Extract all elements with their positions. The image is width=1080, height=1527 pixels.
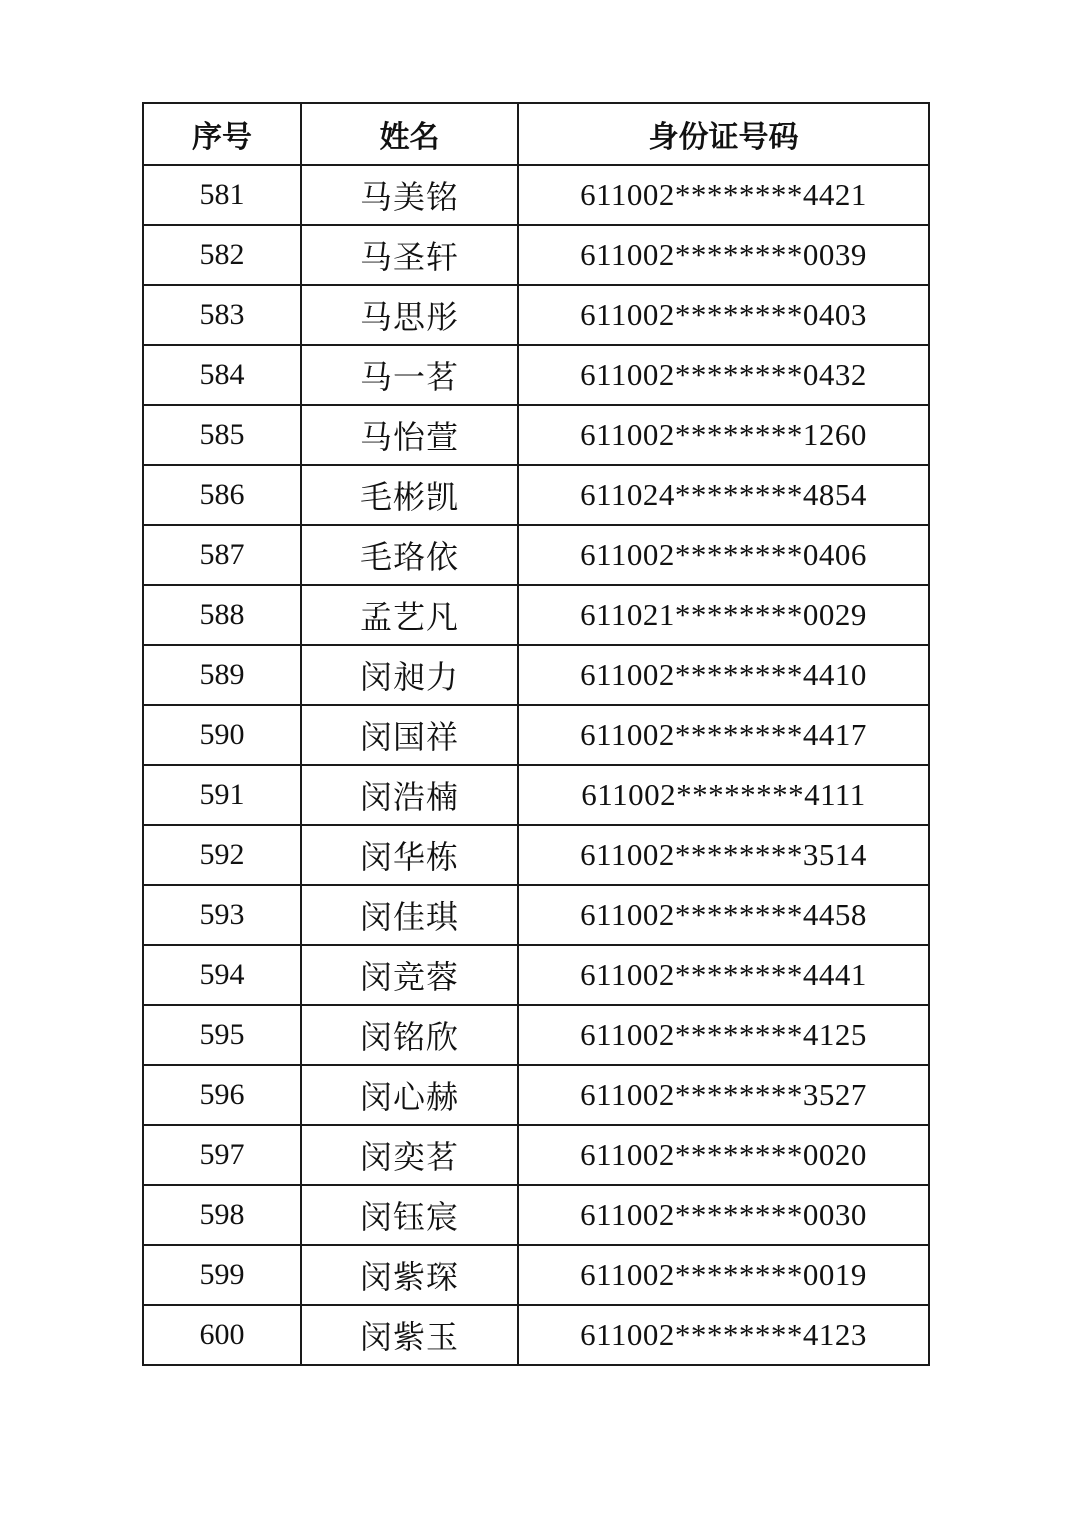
name-cell: 孟艺凡 [301,585,518,645]
table-row [143,1005,929,1065]
name-cell: 闵浩楠 [301,765,518,825]
table-row [143,345,929,405]
name-cell: 闵紫玉 [301,1305,518,1365]
id-number-cell: 611002********4410 [518,645,929,705]
name-cell: 闵心赫 [301,1065,518,1125]
header-name: 姓名 [301,103,518,165]
id-number-cell: 611002********0030 [518,1185,929,1245]
id-number-cell: 611002********4125 [518,1005,929,1065]
seq-cell: 585 [143,405,301,465]
table-row [143,885,929,945]
name-cell: 马怡萱 [301,405,518,465]
table-row [143,945,929,1005]
seq-cell: 599 [143,1245,301,1305]
table-row [143,705,929,765]
name-cell: 毛彬凯 [301,465,518,525]
id-number-cell: 611021********0029 [518,585,929,645]
seq-cell: 588 [143,585,301,645]
seq-cell: 587 [143,525,301,585]
name-cell: 毛珞依 [301,525,518,585]
table-row [143,405,929,465]
id-number-cell: 611002********4123 [518,1305,929,1365]
seq-cell: 598 [143,1185,301,1245]
table-body [143,165,929,1365]
id-number-cell: 611002********0403 [518,285,929,345]
name-cell: 马美铭 [301,165,518,225]
seq-cell: 582 [143,225,301,285]
roster-table [142,102,930,1366]
id-number-cell: 611002********0406 [518,525,929,585]
id-number-cell: 611002********4111 [518,765,929,825]
id-number-cell: 611002********1260 [518,405,929,465]
seq-cell: 600 [143,1305,301,1365]
seq-cell: 589 [143,645,301,705]
table-row [143,285,929,345]
seq-cell: 597 [143,1125,301,1185]
name-cell: 闵奕茗 [301,1125,518,1185]
id-number-cell: 611002********0432 [518,345,929,405]
table-row [143,825,929,885]
seq-cell: 583 [143,285,301,345]
name-cell: 闵国祥 [301,705,518,765]
table-row [143,225,929,285]
header-row [143,103,929,165]
seq-cell: 592 [143,825,301,885]
table-row [143,1065,929,1125]
table-row [143,1245,929,1305]
id-number-cell: 611002********0019 [518,1245,929,1305]
table-row [143,1125,929,1185]
name-cell: 马圣轩 [301,225,518,285]
table-row [143,165,929,225]
id-number-cell: 611002********4417 [518,705,929,765]
name-cell: 马思彤 [301,285,518,345]
seq-cell: 594 [143,945,301,1005]
table-row [143,465,929,525]
id-number-cell: 611002********4458 [518,885,929,945]
name-cell: 闵竞蓉 [301,945,518,1005]
table-row [143,525,929,585]
name-cell: 马一茗 [301,345,518,405]
name-cell: 闵铭欣 [301,1005,518,1065]
header-id: 身份证号码 [518,103,929,165]
id-number-cell: 611002********4441 [518,945,929,1005]
seq-cell: 584 [143,345,301,405]
table-row [143,1185,929,1245]
table-row [143,585,929,645]
header-seq: 序号 [143,103,301,165]
table-header [143,103,929,165]
seq-cell: 586 [143,465,301,525]
seq-cell: 595 [143,1005,301,1065]
id-number-cell: 611002********3527 [518,1065,929,1125]
seq-cell: 590 [143,705,301,765]
id-number-cell: 611002********3514 [518,825,929,885]
id-number-cell: 611002********0039 [518,225,929,285]
seq-cell: 593 [143,885,301,945]
seq-cell: 581 [143,165,301,225]
name-cell: 闵佳琪 [301,885,518,945]
seq-cell: 596 [143,1065,301,1125]
table-row [143,645,929,705]
name-cell: 闵华栋 [301,825,518,885]
name-cell: 闵紫琛 [301,1245,518,1305]
table-row [143,1305,929,1365]
id-number-cell: 611024********4854 [518,465,929,525]
seq-cell: 591 [143,765,301,825]
table-row [143,765,929,825]
name-cell: 闵昶力 [301,645,518,705]
id-number-cell: 611002********4421 [518,165,929,225]
name-cell: 闵钰宸 [301,1185,518,1245]
id-number-cell: 611002********0020 [518,1125,929,1185]
